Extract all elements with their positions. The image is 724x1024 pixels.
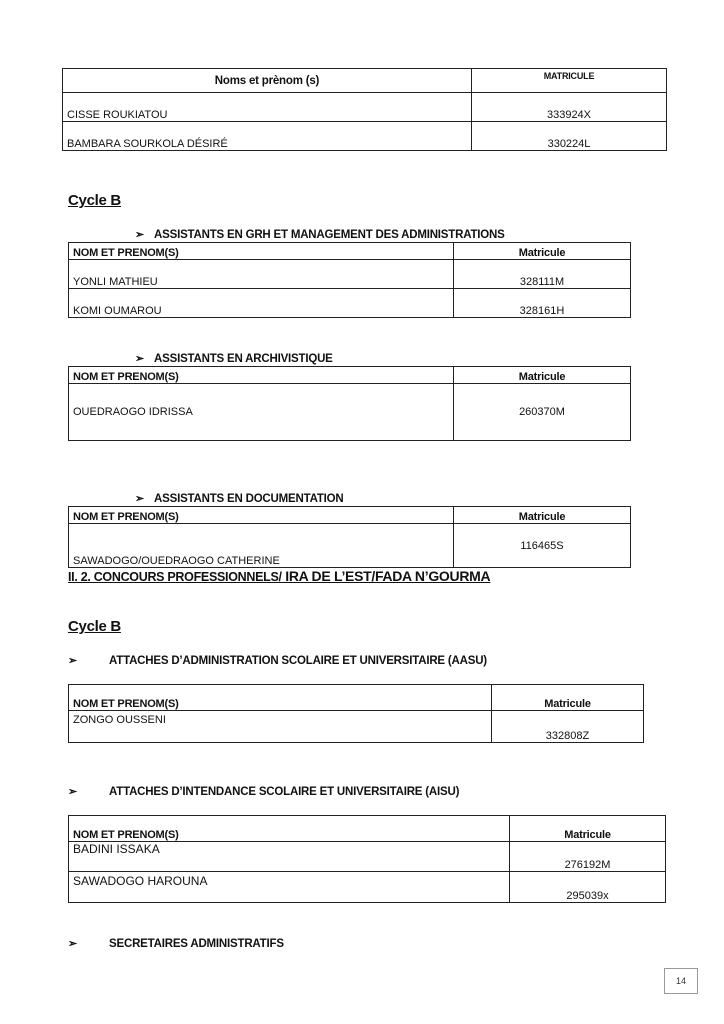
name-cell: CISSE ROUKIATOU	[63, 93, 472, 122]
section-heading-concours	[68, 568, 490, 584]
name-cell: KOMI OUMAROU	[69, 289, 454, 318]
section-heading-aasu	[68, 654, 487, 667]
table-aisu	[68, 815, 666, 903]
section-heading-secretaires	[68, 937, 284, 950]
arrow-bullet-icon: ➢	[68, 786, 78, 798]
matricule-cell: 330224L	[472, 122, 667, 151]
section-title: SECRETAIRES ADMINISTRATIFS	[109, 938, 284, 950]
name-cell: ZONGO OUSSENI	[69, 711, 492, 743]
matricule-cell: 276192M	[510, 842, 666, 872]
name-cell: BAMBARA SOURKOLA DÉSIRÉ	[63, 122, 472, 151]
column-header-name: NOM ET PRENOM(S)	[69, 685, 492, 711]
column-header-name: NOM ET PRENOM(S)	[69, 243, 454, 260]
column-header-matricule: Matricule	[492, 685, 644, 711]
cycle-heading: Cycle B	[68, 618, 121, 635]
column-header-name: NOM ET PRENOM(S)	[69, 367, 454, 384]
column-header-matricule: Matricule	[510, 816, 666, 842]
name-cell: YONLI MATHIEU	[69, 260, 454, 289]
section-title: ASSISTANTS EN GRH ET MANAGEMENT DES ADMINISTRATIONS	[154, 229, 505, 241]
table-grh	[68, 242, 631, 318]
section-heading-grh	[135, 228, 505, 241]
matricule-cell: 328161H	[454, 289, 631, 318]
name-cell: OUEDRAOGO IDRISSA	[69, 384, 454, 441]
name-cell: SAWADOGO HAROUNA	[69, 872, 510, 903]
section-title: ASSISTANTS EN DOCUMENTATION	[154, 493, 344, 505]
matricule-cell: 260370M	[454, 384, 631, 441]
name-cell: SAWADOGO/OUEDRAOGO CATHERINE	[69, 524, 454, 568]
column-header-name: NOM ET PRENOM(S)	[69, 507, 454, 524]
table-row	[63, 93, 667, 122]
table-row	[69, 524, 631, 568]
table-row	[69, 711, 644, 743]
column-header-matricule: Matricule	[454, 367, 631, 384]
name-cell: BADINI ISSAKA	[69, 842, 510, 872]
table-row	[69, 872, 666, 903]
section-title: ATTACHES D’ADMINISTRATION SCOLAIRE ET UNIVERSITAIRE (AASU)	[109, 655, 487, 667]
matricule-cell: 328111M	[454, 260, 631, 289]
arrow-bullet-icon: ➢	[135, 229, 145, 241]
arrow-bullet-icon: ➢	[135, 353, 145, 365]
heading-part2: IRA DE L’EST/FADA N’GOURMA	[281, 568, 491, 584]
table-row	[69, 260, 631, 289]
heading-part1: II. 2. CONCOURS PROFESSIONNELS/	[68, 570, 282, 584]
section-title: ASSISTANTS EN ARCHIVISTIQUE	[154, 353, 333, 365]
section-heading-documentation	[135, 492, 344, 505]
table-row	[63, 122, 667, 151]
arrow-bullet-icon: ➢	[68, 655, 78, 667]
table-archivistique	[68, 366, 631, 441]
matricule-cell: 332808Z	[492, 711, 644, 743]
table-row	[69, 842, 666, 872]
page-number: 14	[664, 968, 698, 994]
matricule-cell: 295039x	[510, 872, 666, 903]
table-previous-list	[62, 68, 667, 151]
table-documentation	[68, 506, 631, 568]
column-header-name: NOM ET PRENOM(S)	[69, 816, 510, 842]
section-heading-archivistique	[135, 352, 333, 365]
column-header-matricule: Matricule	[454, 507, 631, 524]
section-title: ATTACHES D’INTENDANCE SCOLAIRE ET UNIVERSITAIRE (AISU)	[109, 786, 460, 798]
column-header-matricule: Matricule	[454, 243, 631, 260]
table-row	[69, 289, 631, 318]
matricule-cell: 116465S	[454, 524, 631, 568]
arrow-bullet-icon: ➢	[135, 493, 145, 505]
table-aasu	[68, 684, 644, 743]
table-row	[69, 384, 631, 441]
arrow-bullet-icon: ➢	[68, 938, 78, 950]
column-header-name: Noms et prènom (s)	[63, 69, 472, 93]
cycle-heading: Cycle B	[68, 192, 121, 209]
section-heading-aisu	[68, 785, 459, 798]
column-header-matricule: MATRICULE	[472, 69, 667, 93]
matricule-cell: 333924X	[472, 93, 667, 122]
